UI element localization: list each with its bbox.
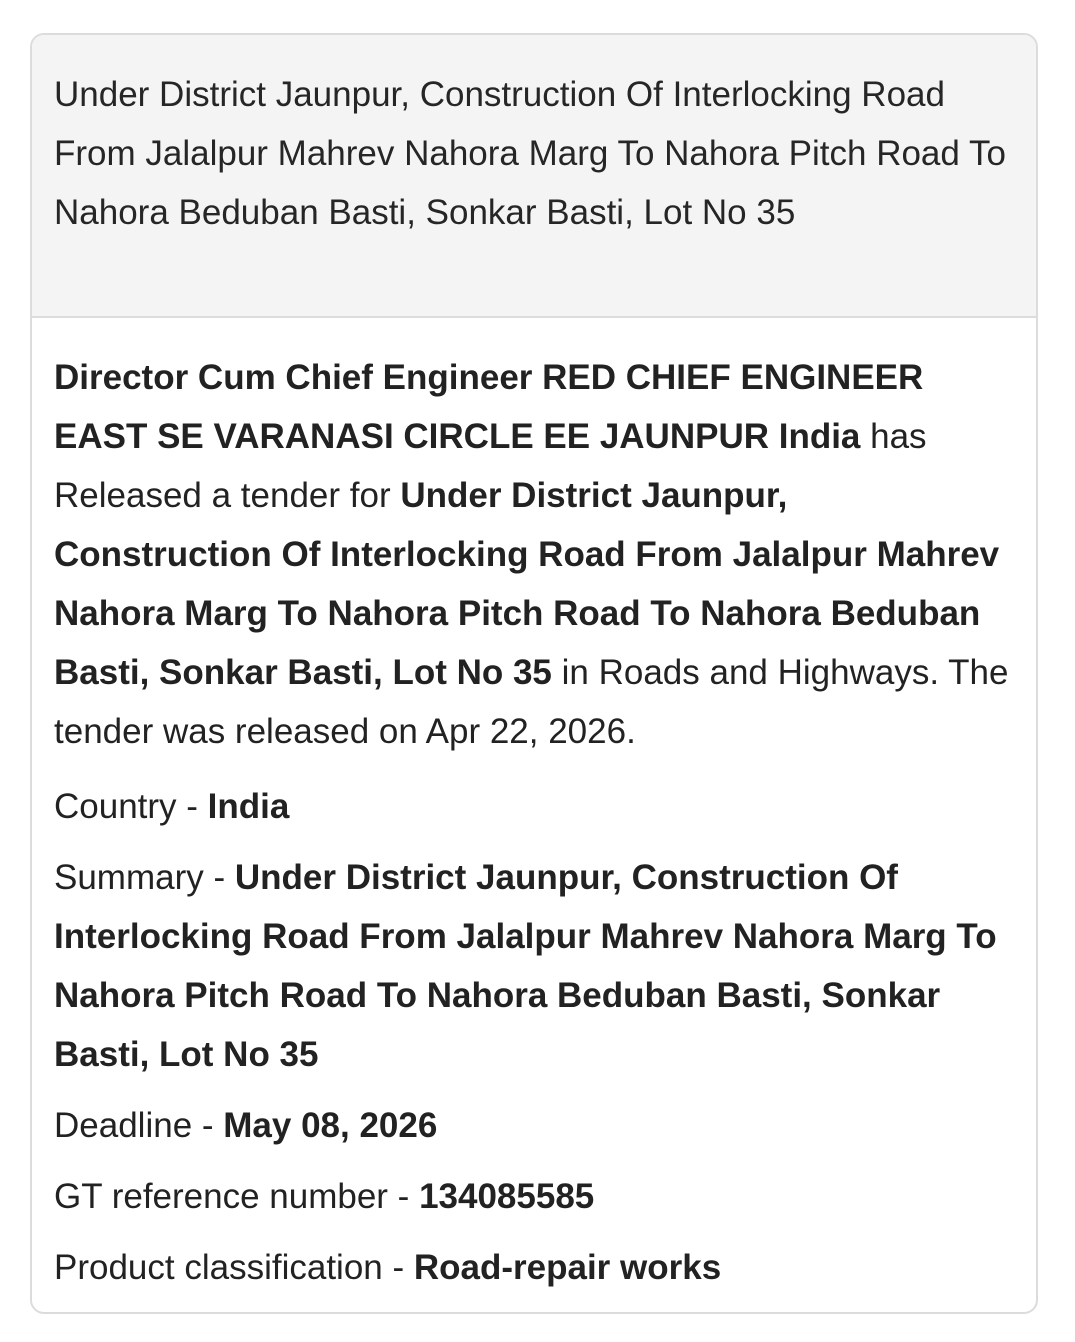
- summary-field: [54, 848, 1014, 1084]
- card-body: [32, 318, 1036, 1297]
- classification-field: [54, 1238, 1014, 1297]
- deadline-label: Deadline -: [54, 1106, 224, 1145]
- classification-value: Road-repair works: [413, 1248, 722, 1287]
- sector-phrase: in Roads and Highways. The tender was released on Apr 22, 2026.: [54, 653, 1009, 751]
- country-field: [54, 777, 1014, 836]
- deadline-field: [54, 1096, 1014, 1155]
- tender-title[interactable]: Under District Jaunpur, Construction Of Interlocking Road From Jalalpur Mahrev Nahora Marg To Nahora Pitch Road To Nahora Beduban Basti, Sonkar Basti, Lot No 35: [54, 75, 1006, 232]
- reference-value: 134085585: [419, 1177, 595, 1216]
- tender-description: [54, 348, 1014, 761]
- released-phrase: has Released a tender for: [54, 417, 927, 515]
- summary-value: Under District Jaunpur, Construction Of Interlocking Road From Jalalpur Mahrev Nahora Marg To Nahora Pitch Road To Nahora Beduban Basti, Sonkar Basti, Lot No 35: [54, 858, 997, 1074]
- country-value: India: [207, 787, 290, 826]
- tender-title-inline: Under District Jaunpur, Construction Of Interlocking Road From Jalalpur Mahrev Nahora Marg To Nahora Pitch Road To Nahora Beduban Basti, Sonkar Basti, Lot No 35: [54, 476, 1000, 692]
- deadline-value: May 08, 2026: [223, 1106, 438, 1145]
- card-header: [32, 35, 1036, 318]
- country-label: Country -: [54, 787, 208, 826]
- reference-field: [54, 1167, 1014, 1226]
- classification-label: Product classification -: [54, 1248, 414, 1287]
- reference-label: GT reference number -: [54, 1177, 420, 1216]
- issuer-name: Director Cum Chief Engineer RED CHIEF ENGINEER EAST SE VARANASI CIRCLE EE JAUNPUR India: [54, 358, 924, 456]
- tender-card: [30, 33, 1038, 1314]
- summary-label: Summary -: [54, 858, 235, 897]
